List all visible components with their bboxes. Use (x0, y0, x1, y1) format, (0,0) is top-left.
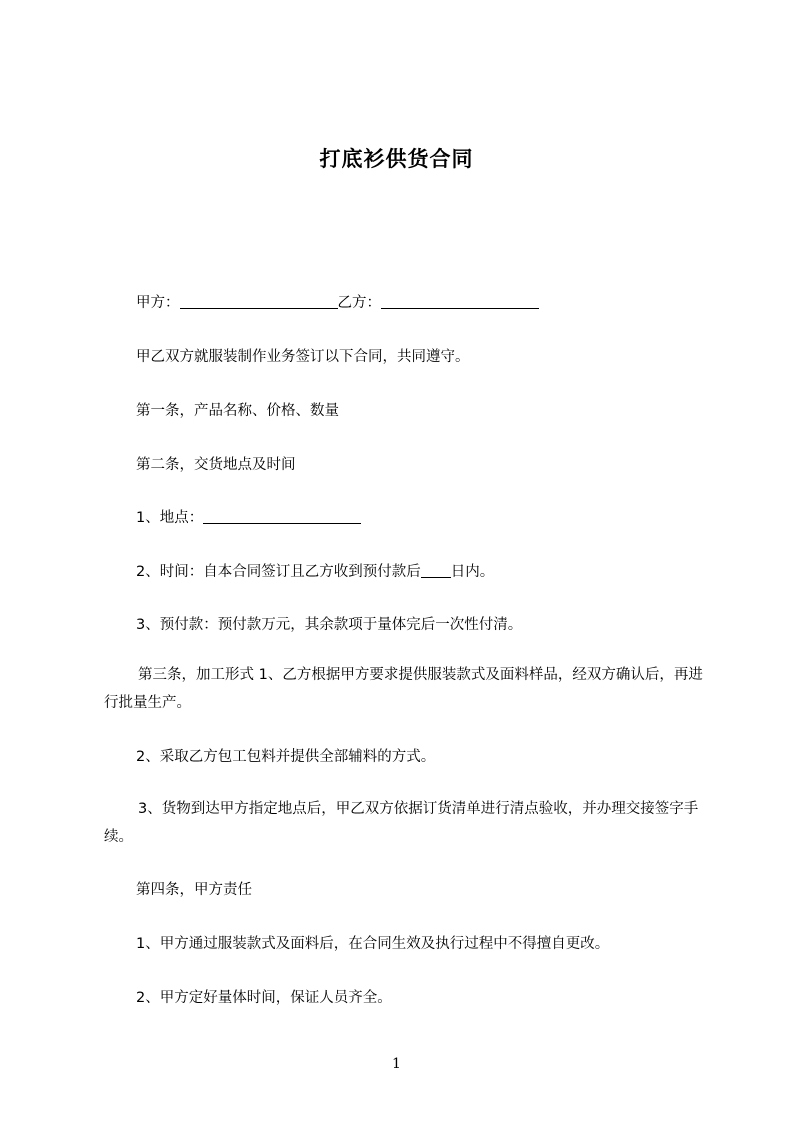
article-4-heading: 第四条，甲方责任 (136, 882, 252, 898)
article-3-item-2: 2、采取乙方包工包料并提供全部辅料的方式。 (136, 749, 436, 765)
article-2-item-2 (136, 560, 494, 581)
party-a-blank (180, 294, 338, 309)
days-blank (421, 563, 451, 578)
article-3-paragraph (104, 661, 714, 717)
article-2-item-3: 3、预付款：预付款万元，其余款项于量体完后一次性付清。 (136, 617, 523, 633)
intro-paragraph: 甲乙双方就服装制作业务签订以下合同，共同遵守。 (136, 349, 470, 365)
page-number: 1 (392, 1056, 401, 1072)
document-title: 打底衫供货合同 (319, 147, 474, 171)
location-blank (203, 509, 361, 524)
time-text-before: 2、时间：自本合同签订且乙方收到预付款后 (136, 564, 421, 580)
time-text-after: 日内。 (450, 564, 495, 580)
article-2-item-1 (136, 506, 361, 527)
article-3-item-3 (104, 795, 714, 851)
article-4-item-2: 2、甲方定好量体时间，保证人员齐全。 (136, 990, 392, 1006)
article-3-text: 第三条，加工形式 1、乙方根据甲方要求提供服装款式及面料样品，经双方确认后，再进行批量生产。 (104, 667, 703, 711)
parties-line (136, 291, 539, 312)
party-b-label: 乙方： (337, 295, 381, 311)
article-2-heading: 第二条，交货地点及时间 (136, 457, 296, 473)
location-label: 1、地点： (136, 510, 204, 526)
party-b-blank (381, 294, 539, 309)
article-3-item-3-text: 3、货物到达甲方指定地点后，甲乙双方依据订货清单进行清点验收，并办理交接签字手续。 (104, 801, 699, 845)
article-4-item-1: 1、甲方通过服装款式及面料后，在合同生效及执行过程中不得擅自更改。 (136, 936, 610, 952)
article-1-heading: 第一条，产品名称、价格、数量 (136, 403, 339, 419)
party-a-label: 甲方： (136, 295, 180, 311)
